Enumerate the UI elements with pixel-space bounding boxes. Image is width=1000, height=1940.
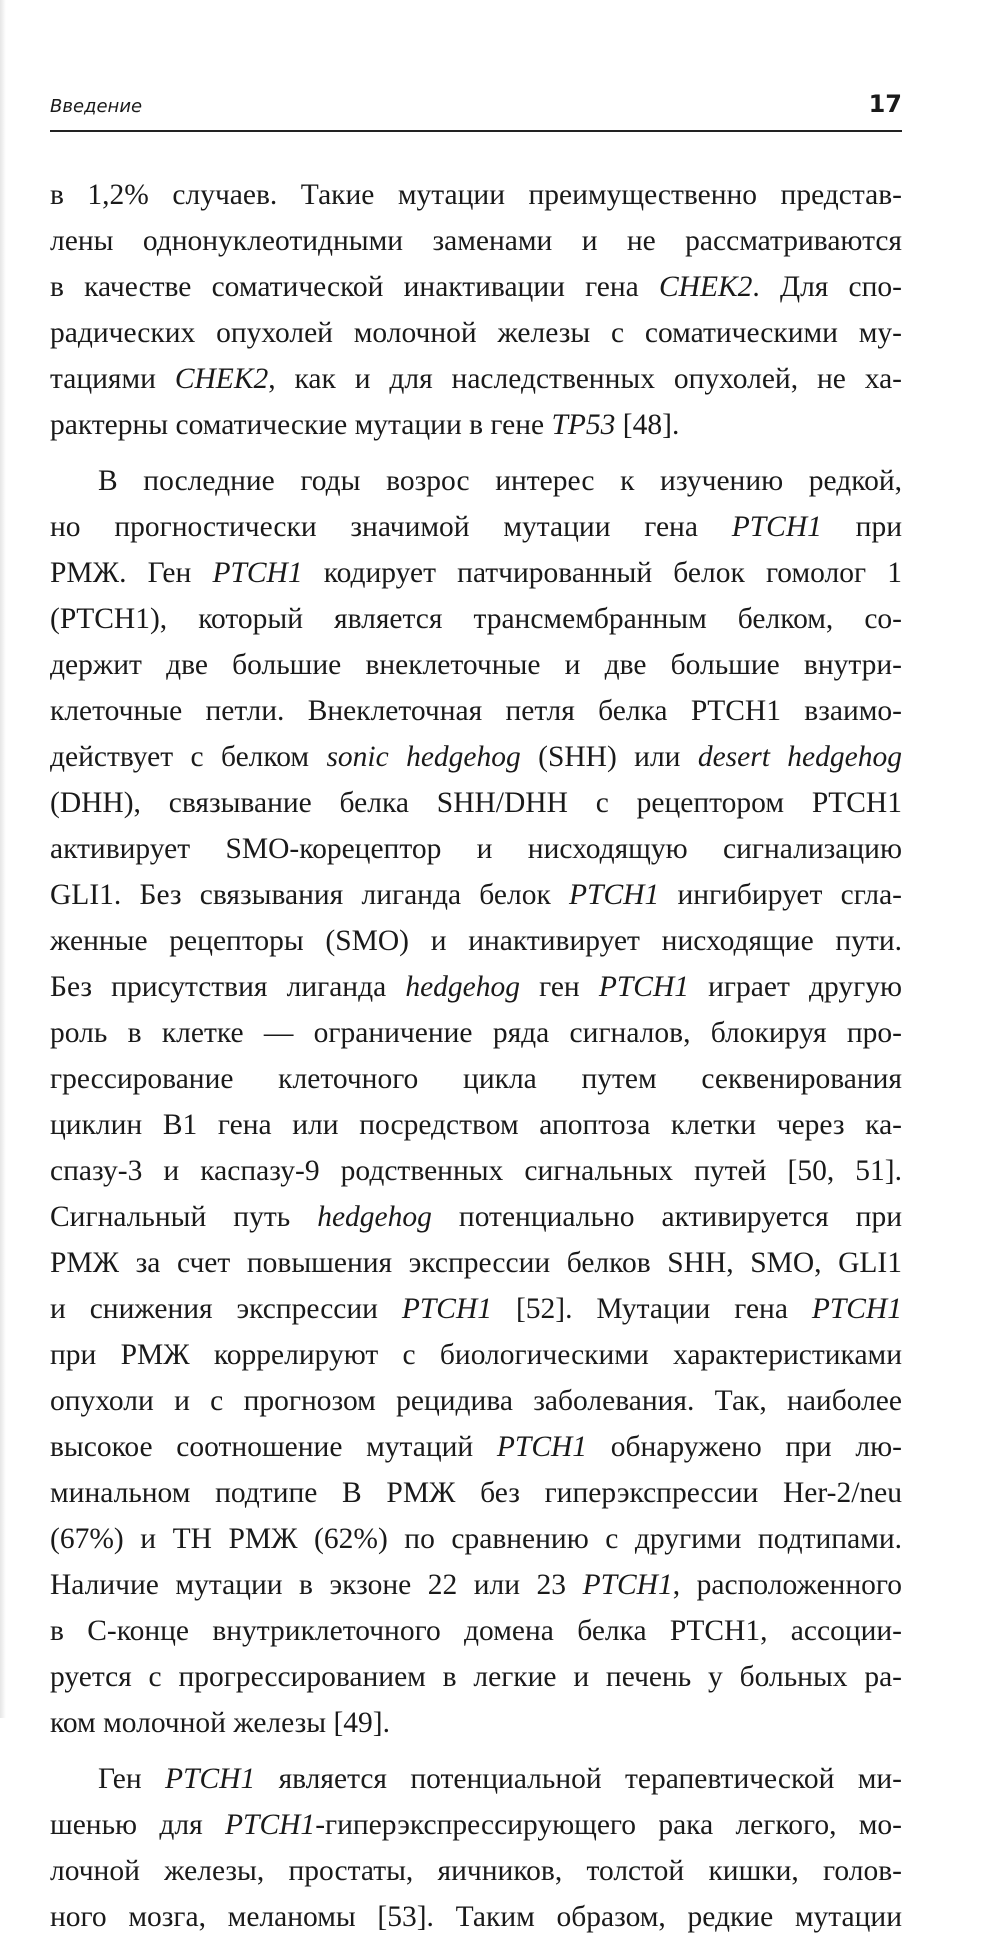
text-segment: . Для спо- — [752, 271, 902, 303]
running-header-title: Введение — [50, 96, 143, 117]
text-segment: обнаружено при лю- — [587, 1431, 902, 1463]
text-segment: Ген — [98, 1763, 166, 1795]
text-line — [50, 642, 902, 688]
text-segment: руется с прогрессированием в легкие и печень у больных ра- — [50, 1661, 902, 1693]
text-segment: циклин B1 гена или посредством апоптоза клетки через ка- — [50, 1109, 902, 1141]
text-line — [50, 1470, 902, 1516]
italic-term: PTCH1 — [582, 1569, 673, 1601]
italic-term: CHEK2 — [174, 363, 269, 395]
text-line — [50, 504, 902, 550]
text-segment: высокое соотношение мутаций — [50, 1431, 497, 1463]
italic-term: CHEK2 — [658, 271, 753, 303]
text-line — [50, 596, 902, 642]
text-segment: но прогностически значимой мутации гена — [50, 511, 732, 543]
text-line — [50, 264, 902, 310]
italic-term: hedgehog — [317, 1201, 432, 1233]
text-line — [50, 1378, 902, 1424]
page-number: 17 — [868, 90, 902, 118]
text-segment: грессирование клеточного цикла путем секвенирования — [50, 1063, 902, 1095]
text-segment: и снижения экспрессии — [50, 1293, 402, 1325]
text-line — [50, 1562, 902, 1608]
text-segment: лены однонуклеотидными заменами и не рассматриваются — [50, 225, 902, 257]
text-segment: держит две большие внеклеточные и две большие внутри- — [50, 649, 902, 681]
text-line — [50, 1194, 902, 1240]
text-segment: В последние годы возрос интерес к изучению редкой, — [98, 465, 902, 497]
text-segment: при — [821, 511, 902, 543]
text-line — [50, 1286, 902, 1332]
paragraph-gap — [50, 1746, 902, 1756]
text-segment: ингибирует сгла- — [659, 879, 902, 911]
text-line — [50, 1848, 902, 1894]
text-segment: шенью для — [50, 1809, 226, 1841]
text-line — [50, 310, 902, 356]
text-line — [50, 1516, 902, 1562]
text-segment: ного мозга, меланомы [53]. Таким образом, редкие мутации — [50, 1901, 902, 1933]
text-segment: является потенциальной терапевтической ми- — [255, 1763, 902, 1795]
text-line — [50, 872, 902, 918]
text-line — [50, 458, 902, 504]
text-line — [50, 1654, 902, 1700]
text-line — [50, 1332, 902, 1378]
text-segment: лочной железы, простаты, яичников, толстой кишки, голов- — [50, 1855, 902, 1887]
text-segment: опухоли и с прогнозом рецидива заболевания. Так, наиболее — [50, 1385, 902, 1417]
body-text — [50, 172, 902, 1940]
text-line — [50, 1894, 902, 1940]
italic-term: sonic hedgehog — [326, 741, 521, 773]
text-segment: рактерны соматические мутации в гене — [50, 409, 552, 441]
italic-term: hedgehog — [405, 971, 520, 1003]
text-line — [50, 1608, 902, 1654]
italic-term: PTCH1 — [811, 1293, 902, 1325]
text-line — [50, 172, 902, 218]
italic-term: PTCH1 — [212, 557, 303, 589]
italic-term: TP53 — [551, 409, 616, 441]
text-segment: играет другую — [689, 971, 902, 1003]
text-line — [50, 1056, 902, 1102]
text-segment: , как и для наследственных опухолей, не ха- — [268, 363, 902, 395]
text-line — [50, 1802, 902, 1848]
italic-term: PTCH1 — [225, 1809, 316, 1841]
text-segment: РМЖ. Ген — [50, 557, 213, 589]
text-segment: женные рецепторы (SMO) и инактивирует нисходящие пути. — [50, 925, 902, 957]
text-segment: потенциально активируется при — [431, 1201, 903, 1233]
text-segment: при РМЖ коррелируют с биологическими характеристиками — [50, 1339, 902, 1371]
text-line — [50, 218, 902, 264]
text-segment: клеточные петли. Внеклеточная петля белка PTCH1 взаимо- — [50, 695, 902, 727]
italic-term: PTCH1 — [401, 1293, 493, 1325]
italic-term: desert hedgehog — [697, 741, 902, 773]
running-header — [50, 78, 902, 132]
text-line — [50, 550, 902, 596]
text-line — [50, 826, 902, 872]
text-line — [50, 780, 902, 826]
page-left-edge-shadow — [0, 0, 6, 1718]
text-line — [50, 1756, 902, 1802]
text-segment: действует с белком — [50, 741, 327, 773]
text-segment: ком молочной железы [49]. — [50, 1707, 390, 1739]
text-segment: РМЖ за счет повышения экспрессии белков SHH, SMO, GLI1 — [50, 1247, 902, 1279]
text-segment: в С-конце внутриклеточного домена белка PTCH1, ассоции- — [50, 1615, 902, 1647]
text-line — [50, 356, 902, 402]
text-line — [50, 964, 902, 1010]
text-segment: Наличие мутации в экзоне 22 или 23 — [50, 1569, 583, 1601]
text-line — [50, 1424, 902, 1470]
text-segment: -гиперэкспрессирующего рака легкого, мо- — [315, 1809, 903, 1841]
text-line — [50, 688, 902, 734]
text-segment: в качестве соматической инактивации гена — [50, 271, 659, 303]
text-line — [50, 734, 902, 780]
italic-term: PTCH1 — [731, 511, 822, 543]
text-segment: (PTCH1), который является трансмембранным белком, со- — [50, 603, 902, 635]
text-line — [50, 1148, 902, 1194]
text-segment: [48]. — [615, 409, 680, 441]
text-segment: в 1,2% случаев. Такие мутации преимущественно представ- — [50, 179, 902, 211]
text-line — [50, 1102, 902, 1148]
text-segment: Без присутствия лиганда — [50, 971, 406, 1003]
paragraph — [50, 172, 902, 448]
text-segment: радических опухолей молочной железы с соматическими му- — [50, 317, 902, 349]
paragraph-gap — [50, 448, 902, 458]
text-segment: , расположенного — [672, 1569, 902, 1601]
text-segment: тациями — [50, 363, 175, 395]
text-segment: Сигнальный путь — [50, 1201, 318, 1233]
text-segment: ген — [520, 971, 599, 1003]
text-segment: [52]. Мутации гена — [492, 1293, 812, 1325]
text-segment: (DHH), связывание белка SHH/DHH с рецептором PTCH1 — [50, 787, 902, 819]
text-segment: спазу-3 и каспазу-9 родственных сигнальных путей [50, 51]. — [50, 1155, 902, 1187]
text-line — [50, 918, 902, 964]
text-segment: GLI1. Без связывания лиганда белок — [50, 879, 570, 911]
paragraph — [50, 1756, 902, 1940]
italic-term: PTCH1 — [598, 971, 690, 1003]
paragraph — [50, 458, 902, 1746]
text-line — [50, 402, 902, 448]
text-segment: роль в клетке — ограничение ряда сигналов, блокируя про- — [50, 1017, 902, 1049]
italic-term: PTCH1 — [569, 879, 660, 911]
text-segment: (67%) и ТН РМЖ (62%) по сравнению с другими подтипами. — [50, 1523, 902, 1555]
text-line — [50, 1240, 902, 1286]
text-segment: (SHH) или — [520, 741, 698, 773]
italic-term: PTCH1 — [496, 1431, 588, 1463]
text-line — [50, 1010, 902, 1056]
italic-term: PTCH1 — [165, 1763, 256, 1795]
text-segment: минальном подтипе B РМЖ без гиперэкспрессии Her-2/neu — [50, 1477, 902, 1509]
text-segment: кодирует патчированный белок гомолог 1 — [302, 557, 903, 589]
text-line — [50, 1700, 902, 1746]
text-segment: активирует SMO-корецептор и нисходящую сигнализацию — [50, 833, 902, 865]
